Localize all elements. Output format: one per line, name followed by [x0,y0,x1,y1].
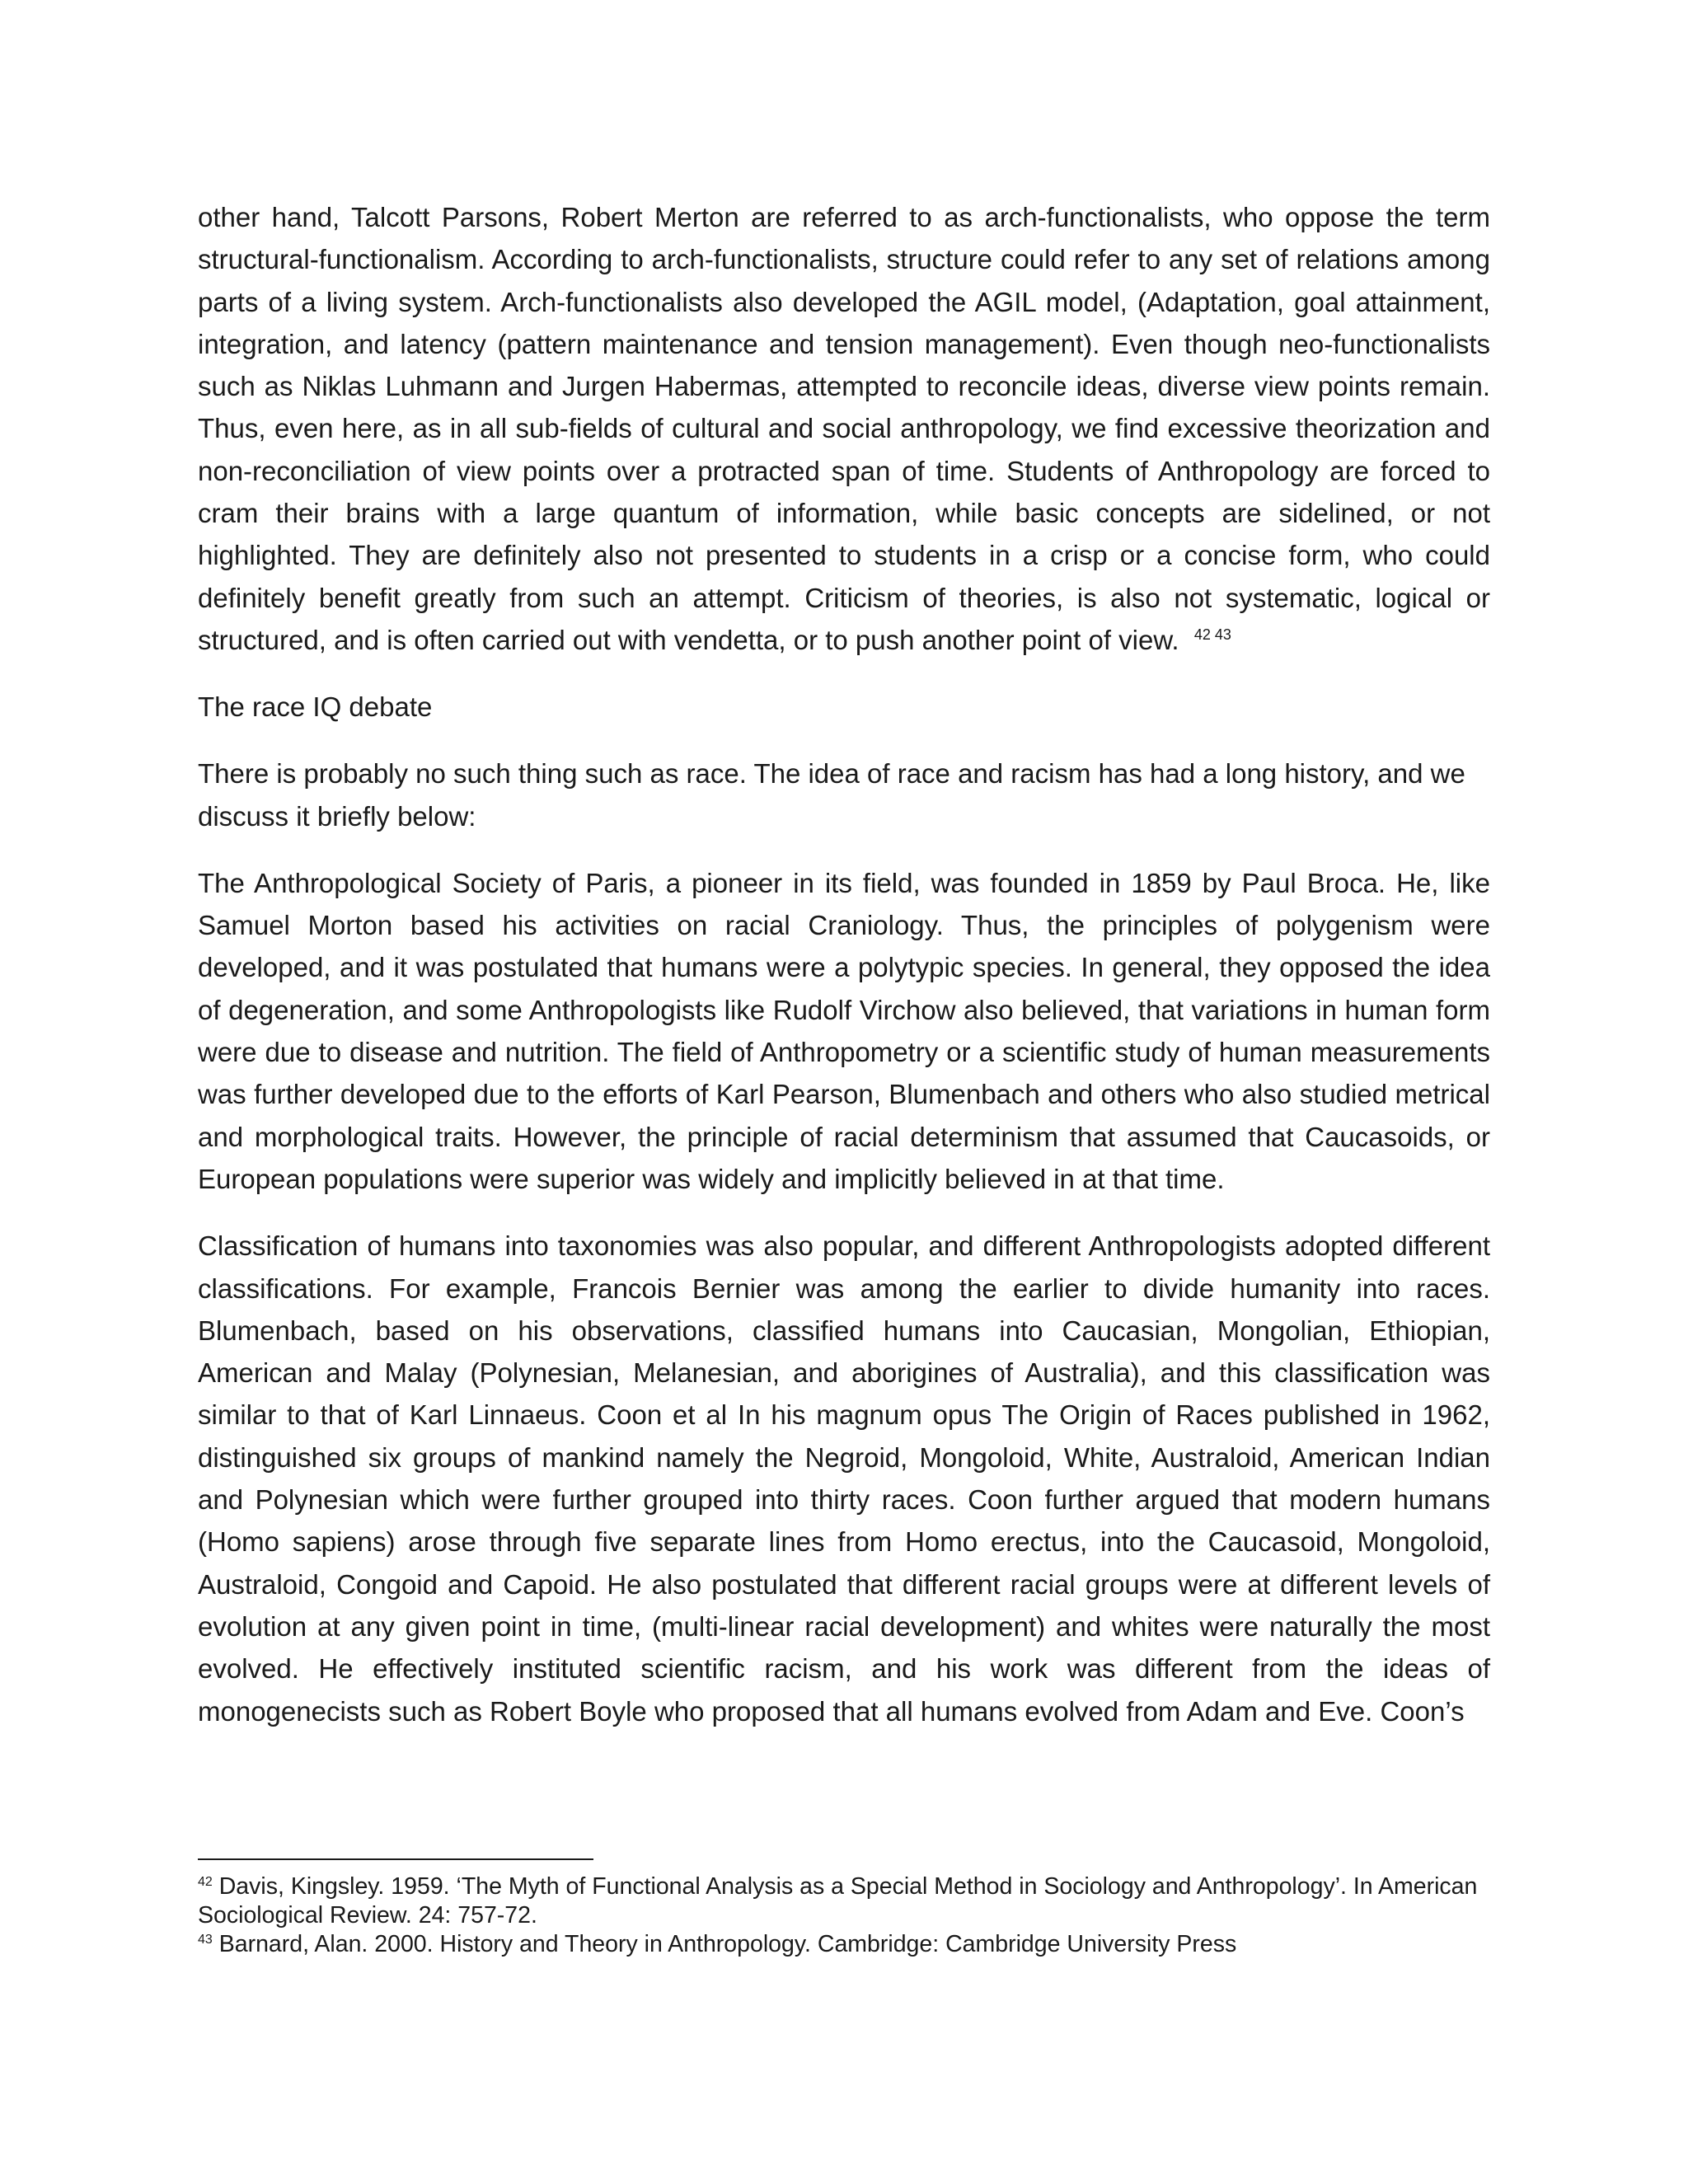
footnotes [198,1872,1490,1959]
footnote [198,1930,1490,1959]
paragraph: The Anthropological Society of Paris, a pioneer in its field, was founded in 1859 by Paul Broca. He, like Samuel Morton based his activities on racial Craniology. Thus, the principles of polygenism were developed, and it was postulated that humans were a polytypic species. In general, they opposed the idea of degeneration, and some Anthropologists like Rudolf Virchow also believed, that variations in human form were due to disease and nutrition. The field of Anthropometry or a scientific study of human measurements was further developed due to the efforts of Karl Pearson, Blumenbach and others who also studied metrical and morphological traits. However, the principle of racial determinism that assumed that Caucasoids, or European populations were superior was widely and implicitly believed in at that time. [198,867,1490,1194]
paragraph-text: other hand, Talcott Parsons, Robert Merton are referred to as arch-functionalists, who oppose the term structural-functionalism. According to arch-functionalists, structure could refer to any set of relations among parts of a living system. Arch-functionalists also developed the AGIL model, (Adaptation, goal attainment, integration, and latency (pattern maintenance and tension management). Even though neo-functionalists such as Niklas Luhmann and Jurgen Habermas, attempted to reconcile ideas, diverse view points remain. Thus, even here, as in all sub-fields of cultural and social anthropology, we find excessive theorization and non-reconciliation of view points over a protracted span of time. Students of Anthropology are forced to cram their brains with a large quantum of information, while basic concepts are sidelined, or not highlighted. They are definitely also not presented to students in a crisp or a concise form, who could definitely benefit greatly from such an attempt. Criticism of theories, is also not systematic, logical or structured, and is often carried out with vendetta, or to push another point of view. [198,202,1490,655]
footnote-divider [198,1858,593,1860]
paragraph: There is probably no such thing such as race. The idea of race and racism has had a long history, and we discuss it briefly below: [198,758,1465,832]
page-body [198,196,1490,1757]
footnote-reference[interactable]: 42 43 [1193,626,1231,643]
footnote-text: Barnard, Alan. 2000. History and Theory in Anthropology. Cambridge: Cambridge University Press [218,1931,1237,1957]
footnote-number: 42 [198,1875,213,1889]
footnote [198,1872,1490,1930]
paragraph [198,196,1490,661]
footnote-number: 43 [198,1933,213,1947]
footnote-text: Davis, Kingsley. 1959. ‘The Myth of Functional Analysis as a Special Method in Sociology and Anthropology’. In American Sociological Review. 24: 757-72. [198,1873,1478,1929]
paragraph: Classification of humans into taxonomies was also popular, and different Anthropologists adopted different classifications. For example, Francois Bernier was among the earlier to divide humanity into races. Blumenbach, based on his observations, classified humans into Caucasian, Mongolian, Ethiopian, American and Malay (Polynesian, Melanesian, and aborigines of Australia), and this classification was similar to that of Karl Linnaeus. Coon et al In his magnum opus The Origin of Races published in 1962, distinguished six groups of mankind namely the Negroid, Mongoloid, White, Australoid, American Indian and Polynesian which were further grouped into thirty races. Coon further argued that modern humans (Homo sapiens) arose through five separate lines from Homo erectus, into the Caucasoid, Mongoloid, Australoid, Congoid and Capoid. He also postulated that different racial groups were at different levels of evolution at any given point in time, (multi-linear racial development) and whites were naturally the most evolved. He effectively instituted scientific racism, and his work was different from the ideas of monogenecists such as Robert Boyle who proposed that all humans evolved from Adam and Eve. Coon’s [198,1230,1490,1727]
section-heading: The race IQ debate [198,691,433,723]
